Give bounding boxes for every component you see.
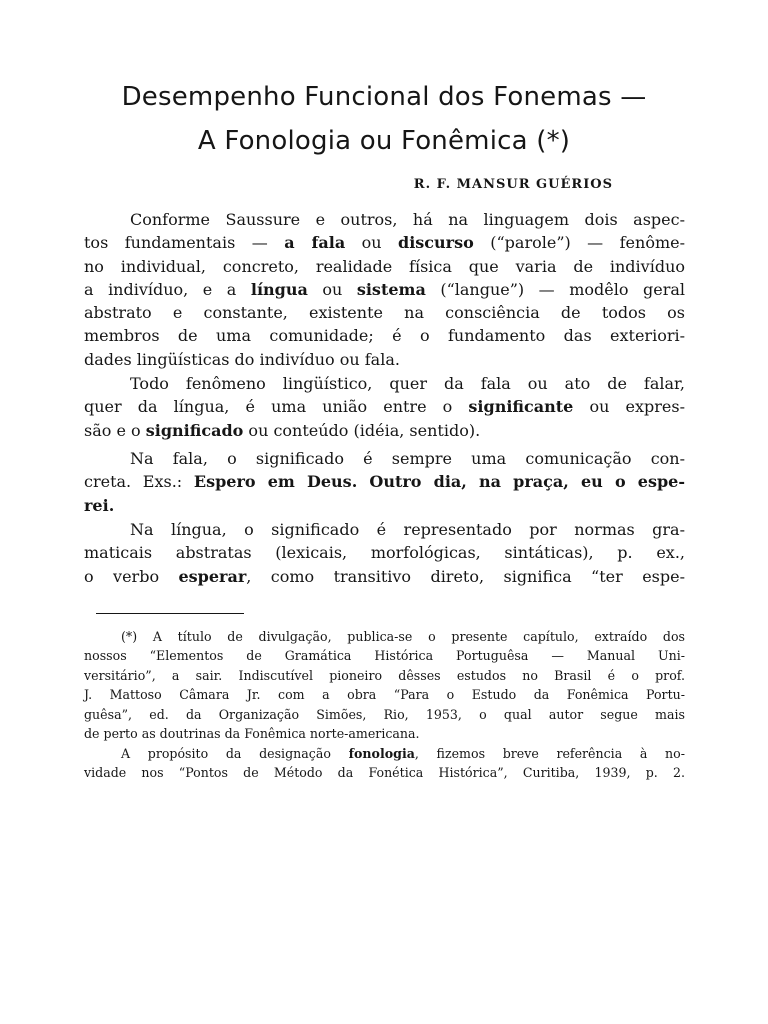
text-line: a indivíduo, e a língua ou sistema (“langue”) — modêlo geral	[84, 279, 686, 299]
footnote-line: A propósito da designação fonologia, fizemos breve referência à no-	[121, 746, 685, 761]
bold-term: discurso	[398, 233, 474, 253]
paragraph-3	[84, 447, 685, 517]
author-name: R. F. MANSUR GUÉRIOS	[413, 177, 613, 192]
text-line: creta. Exs.: Espero em Deus. Outro dia, na praça, eu o espe-	[84, 472, 685, 492]
bold-term: esperar	[178, 566, 247, 586]
footnote-1	[84, 627, 685, 743]
footnote-line: nossos “Elementos de Gramática Histórica Portuguêsa — Manual Uni-	[84, 648, 685, 664]
text-line: abstrato e constante, existente na consciência de todos os	[84, 303, 685, 323]
bold-term: a fala	[284, 233, 346, 253]
text-line: Todo fenômeno lingüístico, quer da fala ou ato de falar,	[130, 374, 685, 393]
text-line: o verbo esperar, como transitivo direto, significa “ter espe-	[84, 566, 685, 586]
bold-term: fonologia	[348, 746, 415, 761]
footnote-line: guêsa”, ed. da Organização Simões, Rio, 1953, o qual autor segue mais	[84, 706, 685, 722]
bold-term: língua	[250, 279, 308, 299]
footnote-2	[84, 744, 685, 783]
bold-example: rei.	[84, 495, 115, 515]
text-line: Na fala, o significado é sempre uma comunicação con-	[130, 449, 685, 468]
text-line: Conforme Saussure e outros, há na linguagem dois aspec-	[130, 210, 685, 229]
footnote-line: vidade nos “Pontos de Método da Fonética Histórica”, Curitiba, 1939, p. 2.	[84, 765, 685, 781]
text-line: quer da língua, é uma união entre o significante ou expres-	[84, 397, 685, 417]
text-line: no individual, concreto, realidade física que varia de indivíduo	[84, 256, 685, 276]
footnote-divider	[96, 613, 244, 614]
text-line: são e o significado ou conteúdo (idéia, sentido).	[84, 420, 481, 440]
footnote-line: J. Mattoso Câmara Jr. com a obra “Para o Estudo da Fonêmica Portu-	[84, 687, 685, 703]
bold-term: significante	[468, 397, 574, 417]
footnote-line: (*) A título de divulgação, publica-se o presente capítulo, extraído dos	[121, 629, 685, 644]
text-line	[84, 494, 685, 517]
title-line-1: Desempenho Funcional dos Fonemas —	[121, 82, 647, 112]
paragraph-1	[84, 208, 685, 371]
text-line: Na língua, o significado é representado por normas gra-	[130, 520, 685, 539]
text-line: maticais abstratas (lexicais, morfológicas, sintáticas), p. ex.,	[84, 543, 685, 563]
paragraph-4	[84, 518, 685, 588]
footnote-line: versitário”, a sair. Indiscutível pioneiro dêsses estudos no Brasil é o prof.	[84, 667, 685, 683]
paragraph-2	[84, 372, 685, 442]
text-line: tos fundamentais — a fala ou discurso (“parole”) — fenôme-	[84, 233, 686, 253]
bold-term: significado	[145, 420, 244, 440]
bold-term: sistema	[356, 279, 426, 299]
text-line: dades lingüísticas do indivíduo ou fala.	[84, 349, 400, 369]
title-line-2: A Fonologia ou Fonêmica (*)	[197, 126, 571, 156]
footnote-line: de perto as doutrinas da Fonêmica norte-americana.	[84, 725, 420, 741]
bold-example: Espero em Deus. Outro dia, na praça, eu o espe-	[193, 472, 685, 492]
text-line: membros de uma comunidade; é o fundamento das exteriori-	[84, 326, 685, 346]
